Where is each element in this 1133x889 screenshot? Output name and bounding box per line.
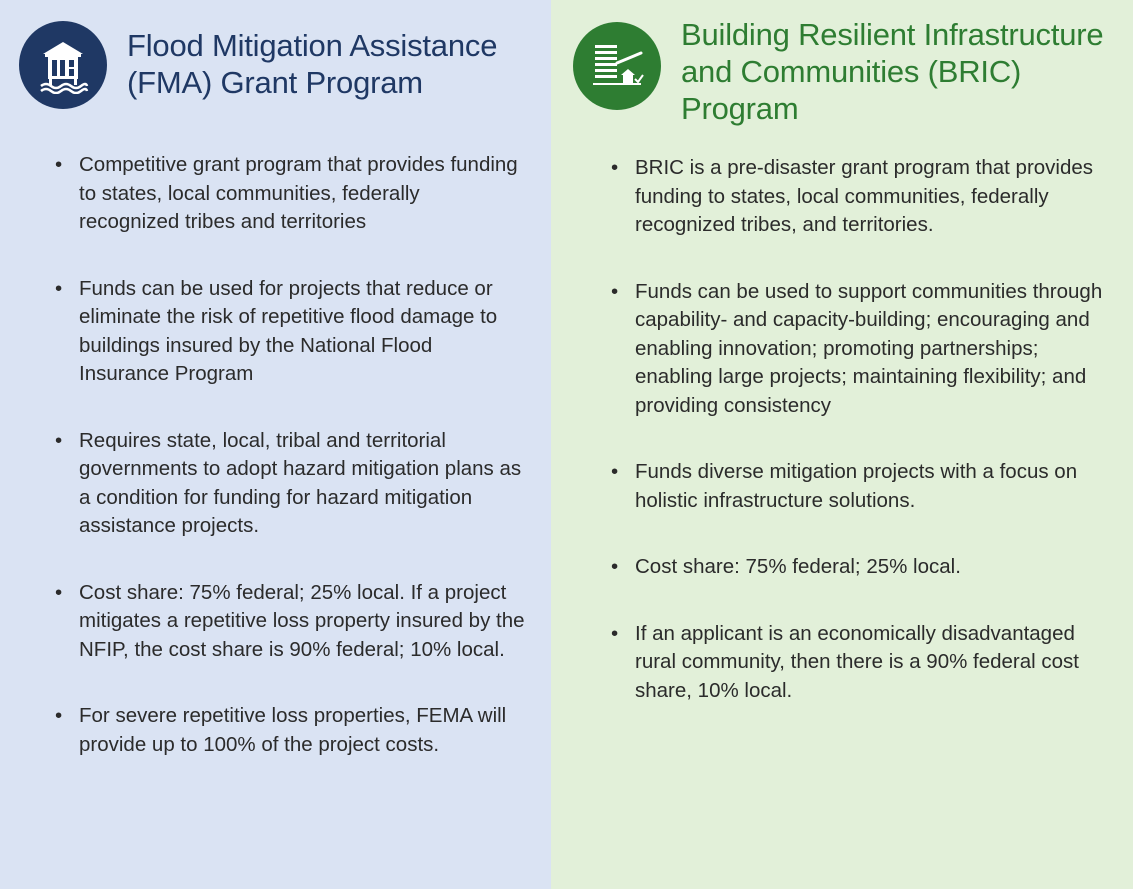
list-item: • Competitive grant program that provides funding to states, local communities, federally recognized tribes and territories (55, 151, 525, 237)
fma-column (0, 0, 551, 889)
bric-title: Building Resilient Infrastructure and Communities (BRIC) Program (681, 17, 1104, 126)
fma-bullet-list (55, 151, 525, 797)
list-item: • Requires state, local, tribal and territorial governments to adopt hazard mitigation plans as a condition for funding for hazard mitigation assistance projects. (55, 427, 525, 541)
bric-bullet-list (611, 154, 1116, 743)
list-item: • If an applicant is an economically disadvantaged rural community, then there is a 90% federal cost share, 10% local. (611, 620, 1116, 706)
list-item: • Funds diverse mitigation projects with a focus on holistic infrastructure solutions. (611, 458, 1116, 515)
list-item: • Funds can be used to support communities through capability- and capacity-building; encouraging and enabling innovation; promoting partnerships; enabling large projects; maintaining flexibility; and providing consistency (611, 278, 1116, 421)
list-item: • Funds can be used for projects that reduce or eliminate the risk of repetitive flood damage to buildings insured by the National Flood Insurance Program (55, 275, 525, 389)
bric-column (551, 0, 1133, 889)
fma-title: Flood Mitigation Assistance (FMA) Grant Program (127, 28, 498, 100)
list-item: • Cost share: 75% federal; 25% local. (611, 553, 1116, 582)
list-item: • BRIC is a pre-disaster grant program that provides funding to states, local communities, federally recognized tribes, and territories. (611, 154, 1116, 240)
list-item: • Cost share: 75% federal; 25% local. If a project mitigates a repetitive loss property insured by the NFIP, the cost share is 90% federal; 10% local. (55, 579, 525, 665)
building-checklist-icon (573, 22, 661, 110)
flooded-house-icon (19, 21, 107, 109)
list-item: • For severe repetitive loss properties, FEMA will provide up to 100% of the project costs. (55, 702, 525, 759)
